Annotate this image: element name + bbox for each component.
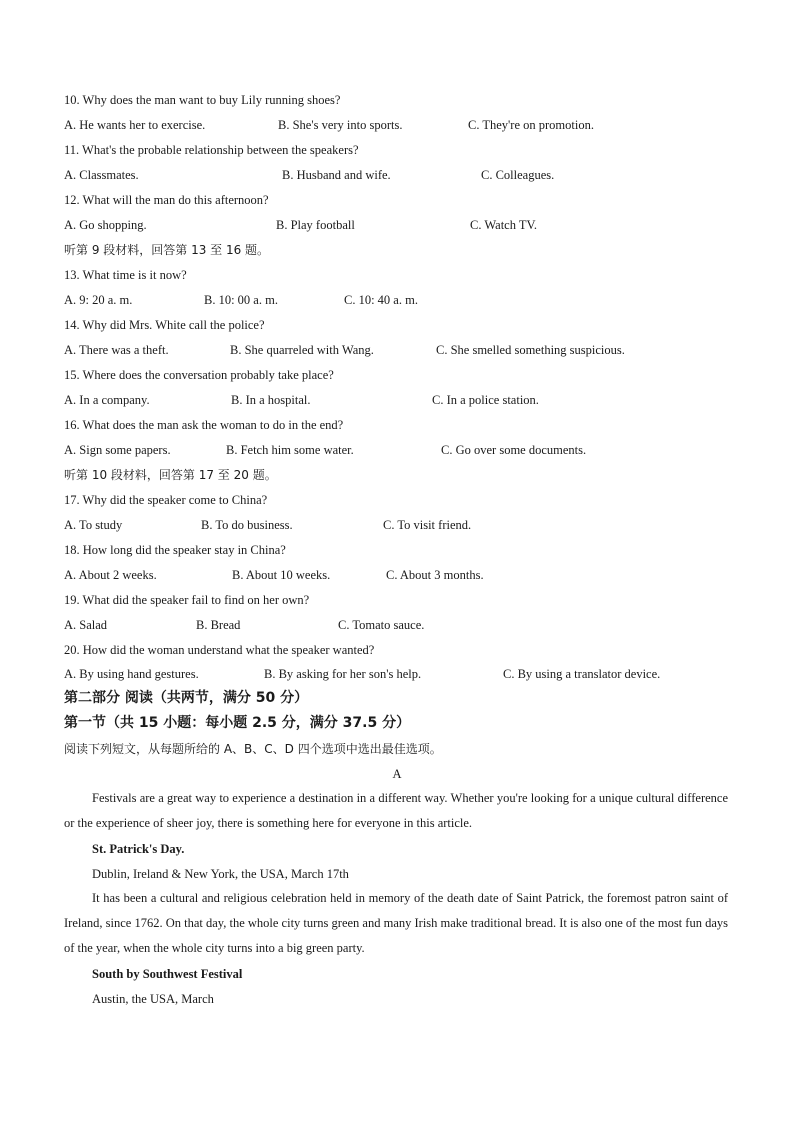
question-13-option-b: B. 10: 00 a. m. <box>204 293 278 307</box>
section-1-title: 第一节（共 15 小题：每小题 2.5 分，满分 37.5 分） <box>64 715 411 731</box>
question-12-stem: 12. What will the man do this afternoon? <box>64 193 269 207</box>
question-16-option-a: A. Sign some papers. <box>64 443 171 457</box>
question-13-option-c: C. 10: 40 a. m. <box>344 293 418 307</box>
question-12-option-a: A. Go shopping. <box>64 218 147 232</box>
segment-10-instruction: 听第 10 段材料，回答第 17 至 20 题。 <box>64 468 277 482</box>
question-20-stem: 20. How did the woman understand what the speaker wanted? <box>64 643 375 657</box>
question-16-option-b: B. Fetch him some water. <box>226 443 354 457</box>
festival-1-title: St. Patrick's Day. <box>92 842 185 856</box>
question-15-option-b: B. In a hospital. <box>231 393 311 407</box>
question-20-option-b: B. By asking for her son's help. <box>264 667 422 681</box>
question-16-option-c: C. Go over some documents. <box>441 443 587 457</box>
question-11-option-c: C. Colleagues. <box>481 168 555 182</box>
question-10-option-b: B. She's very into sports. <box>278 118 403 132</box>
question-17-stem: 17. Why did the speaker come to China? <box>64 493 268 507</box>
question-19-stem: 19. What did the speaker fail to find on her own? <box>64 593 310 607</box>
question-20-option-a: A. By using hand gestures. <box>64 667 199 681</box>
passage-intro: Festivals are a great way to experience a destination in a different way. Whether you're looking for a unique cultural difference or the experience of sheer joy, there is something here for everyone in this article. <box>64 791 728 830</box>
question-17-option-a: A. To study <box>64 518 123 532</box>
festival-2-location: Austin, the USA, March <box>92 992 214 1006</box>
reading-directions: 阅读下列短文，从每题所给的 A、B、C、D 四个选项中选出最佳选项。 <box>64 742 442 756</box>
passage-label: A <box>392 767 402 781</box>
question-14-option-a: A. There was a theft. <box>64 343 169 357</box>
question-18-option-b: B. About 10 weeks. <box>232 568 331 582</box>
question-15-option-a: A. In a company. <box>64 393 150 407</box>
question-15-stem: 15. Where does the conversation probably take place? <box>64 368 334 382</box>
question-11-option-b: B. Husband and wife. <box>282 168 391 182</box>
question-14-option-c: C. She smelled something suspicious. <box>436 343 625 357</box>
question-13-stem: 13. What time is it now? <box>64 268 187 282</box>
festival-2-title: South by Southwest Festival <box>92 967 243 981</box>
question-18-option-a: A. About 2 weeks. <box>64 568 157 582</box>
festival-1-text: It has been a cultural and religious celebration held in memory of the death date of Saint Patrick, the foremost patron saint of Ireland, since 1762. On that day, the whole city turns green and many Irish make traditional bread. It is also one of the most fun days of the year, when the whole city turns into a big green party. <box>64 891 728 955</box>
segment-9-instruction: 听第 9 段材料，回答第 13 至 16 题。 <box>64 243 270 257</box>
question-10-option-a: A. He wants her to exercise. <box>64 118 206 132</box>
question-17-option-b: B. To do business. <box>201 518 293 532</box>
question-17-option-c: C. To visit friend. <box>383 518 472 532</box>
question-11-option-a: A. Classmates. <box>64 168 139 182</box>
question-14-stem: 14. Why did Mrs. White call the police? <box>64 318 265 332</box>
question-14-option-b: B. She quarreled with Wang. <box>230 343 374 357</box>
question-10-option-c: C. They're on promotion. <box>468 118 594 132</box>
question-16-stem: 16. What does the man ask the woman to do in the end? <box>64 418 344 432</box>
question-13-option-a: A. 9: 20 a. m. <box>64 293 133 307</box>
question-12-option-c: C. Watch TV. <box>470 218 538 232</box>
question-15-option-c: C. In a police station. <box>432 393 539 407</box>
question-12-option-b: B. Play football <box>276 218 355 232</box>
question-10-stem: 10. Why does the man want to buy Lily running shoes? <box>64 93 341 107</box>
question-18-stem: 18. How long did the speaker stay in China? <box>64 543 286 557</box>
question-19-option-a: A. Salad <box>64 618 108 632</box>
question-20-option-c: C. By using a translator device. <box>503 667 661 681</box>
part-2-title: 第二部分 阅读（共两节，满分 50 分） <box>64 690 309 706</box>
question-19-option-c: C. Tomato sauce. <box>338 618 425 632</box>
question-18-option-c: C. About 3 months. <box>386 568 484 582</box>
question-19-option-b: B. Bread <box>196 618 241 632</box>
question-11-stem: 11. What's the probable relationship between the speakers? <box>64 143 359 157</box>
festival-1-location: Dublin, Ireland & New York, the USA, March 17th <box>92 867 349 881</box>
